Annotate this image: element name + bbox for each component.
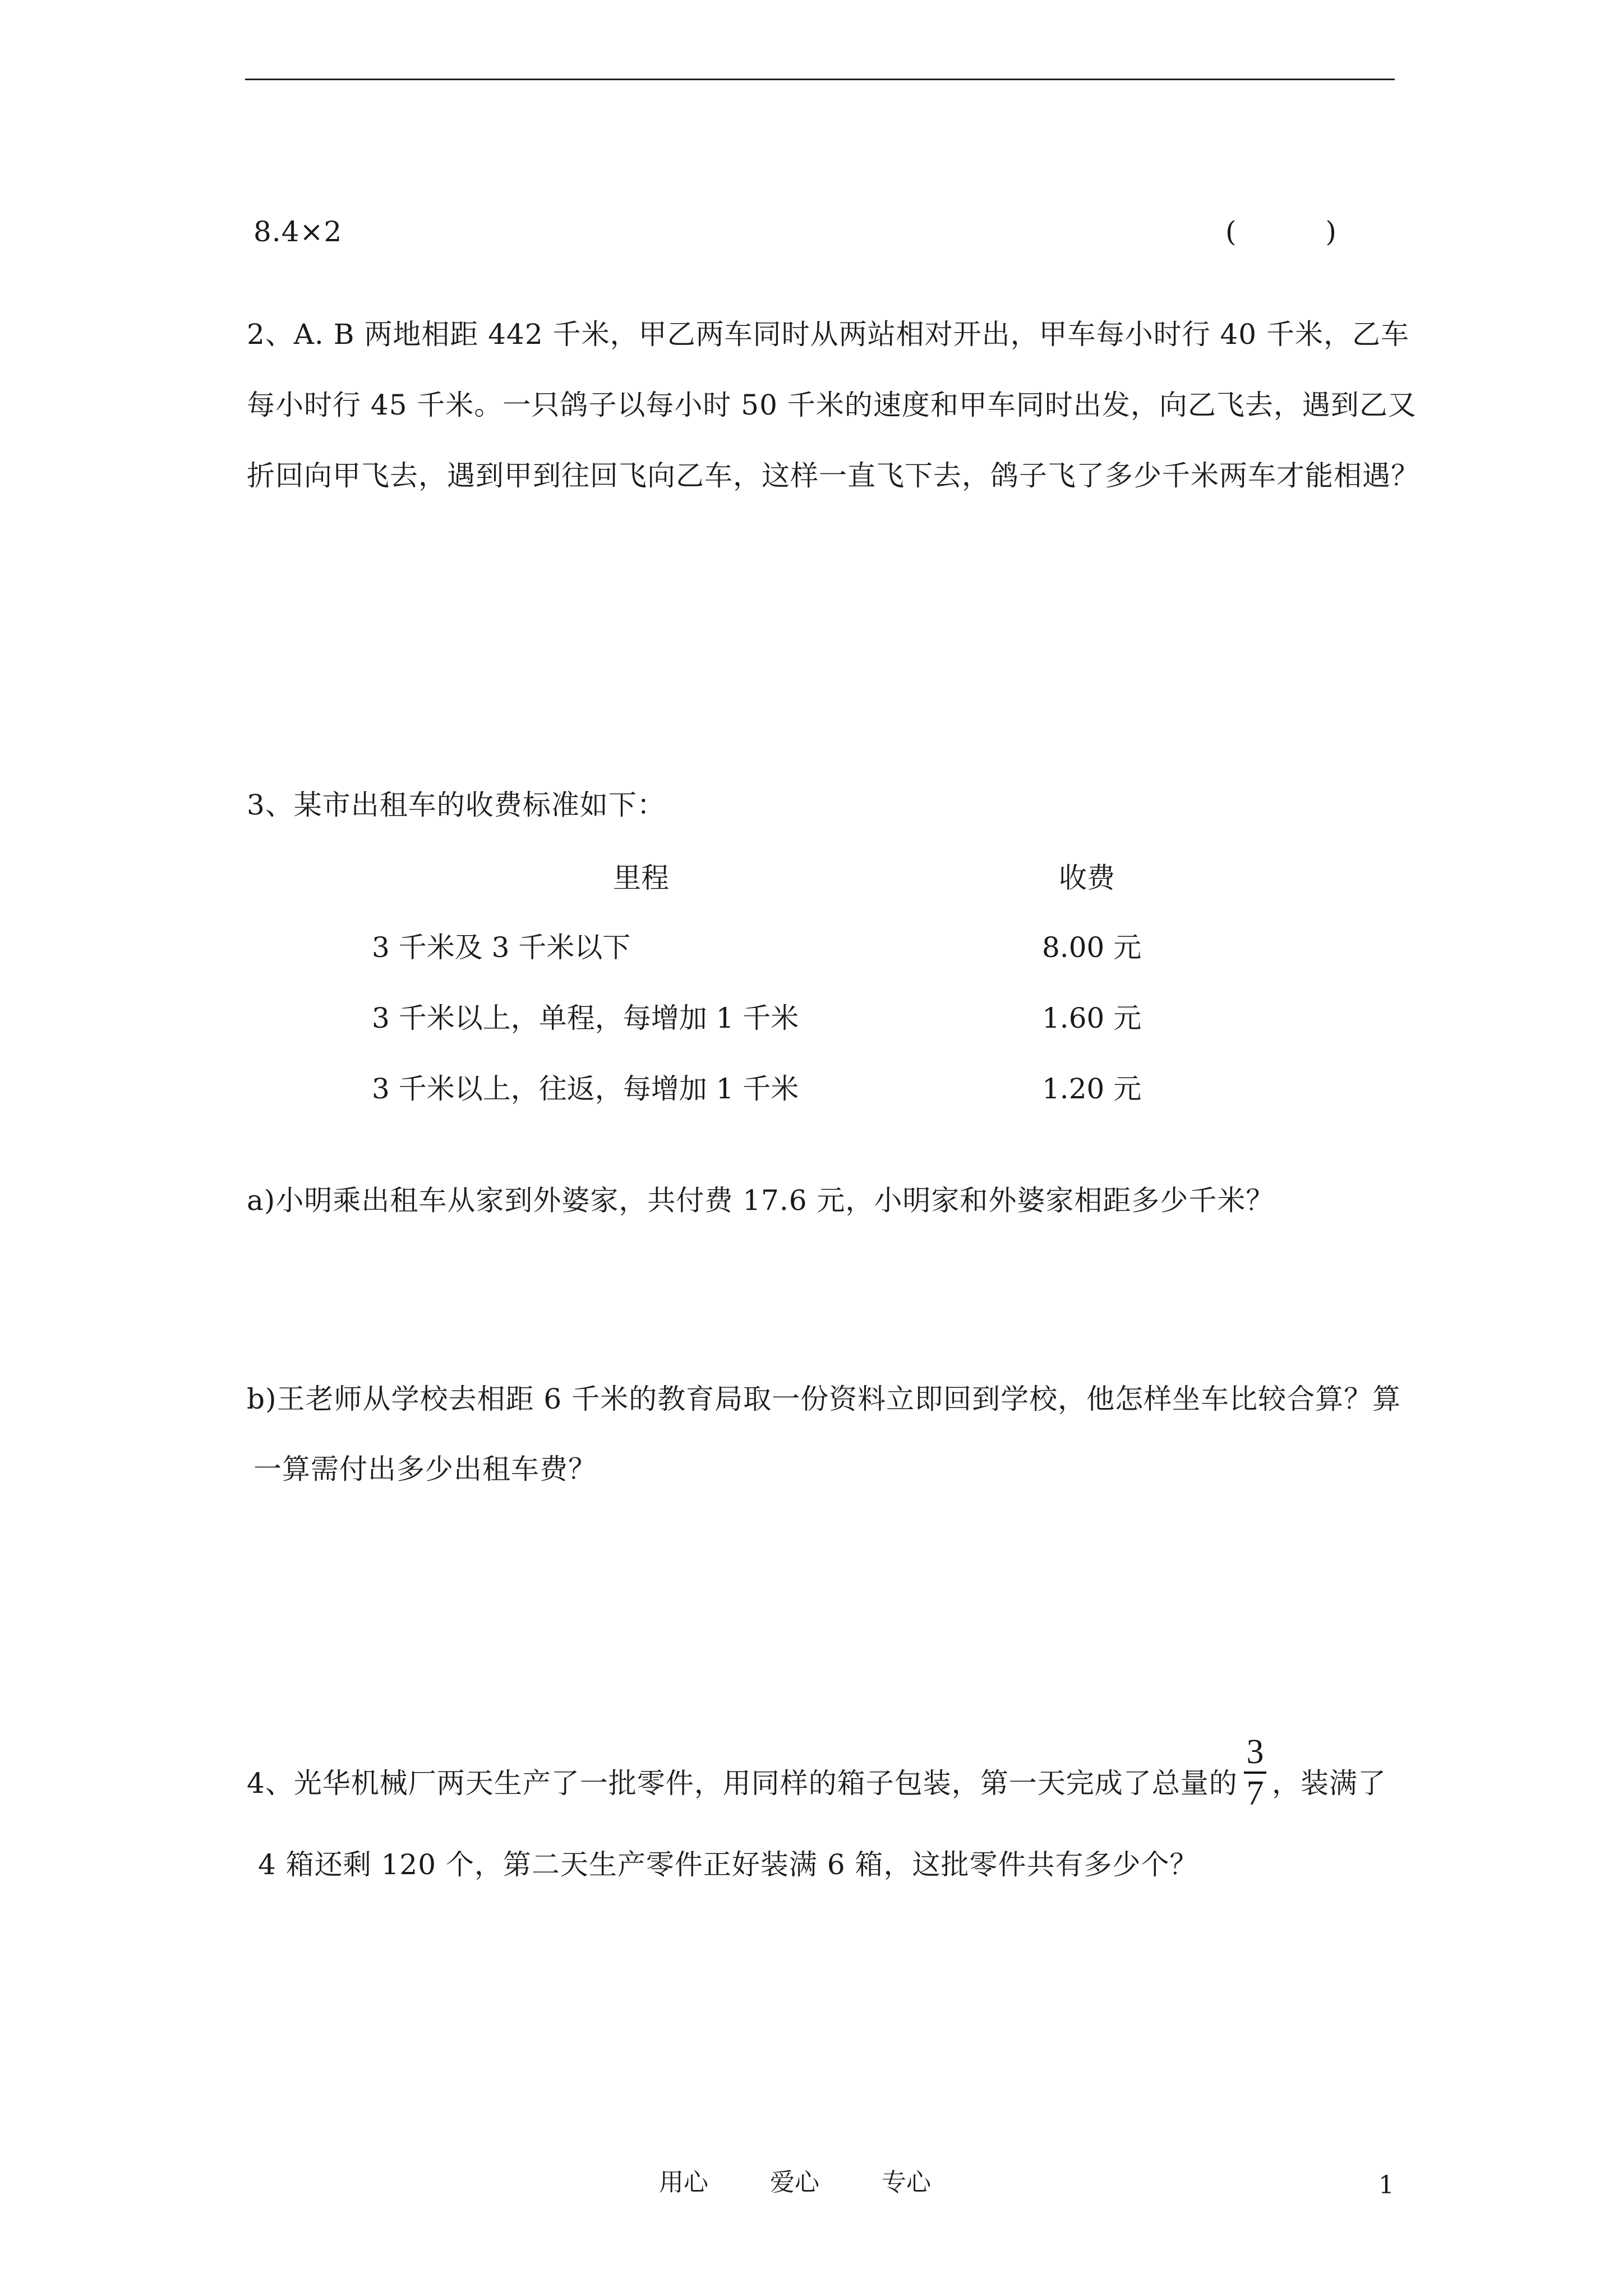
footer-motto-2: 爱心: [770, 2168, 819, 2197]
q4-line-1-before-fraction: 4、光华机械厂两天生产了一批零件，用同样的箱子包装，第一天完成了总量的: [247, 1767, 1238, 1800]
q3-part-a: a)小明乘出租车从家到外婆家，共付费 17.6 元，小明家和外婆家相距多少千米？: [247, 1184, 1275, 1217]
q2-line-3: 折回向甲飞去，遇到甲到往回飞向乙车，这样一直飞下去，鸽子飞了多少千米两车才能相遇？: [247, 459, 1419, 492]
q3-part-b-line-1: b)王老师从学校去相距 6 千米的教育局取一份资料立即回到学校，他怎样坐车比较合算？算: [247, 1383, 1401, 1415]
fare-table-row-1-fee: 8.00 元: [1042, 931, 1142, 964]
fare-table-header-distance: 里程: [613, 862, 669, 894]
fare-table-row-2-fee: 1.60 元: [1042, 1002, 1142, 1034]
fare-table-row-1-distance: 3 千米及 3 千米以下: [372, 931, 631, 964]
q4-fraction: [1244, 1734, 1266, 1811]
q4-fraction-denominator: 7: [1246, 1774, 1264, 1812]
footer-motto-1: 用心: [659, 2168, 708, 2197]
q2-line-2: 每小时行 45 千米。一只鸽子以每小时 50 千米的速度和甲车同时出发，向乙飞去，遇到乙又: [247, 389, 1417, 421]
item1-expression: 8.4×2: [253, 215, 343, 248]
item1-answer-blank: ( ): [1225, 215, 1336, 248]
fare-table-row-3-distance: 3 千米以上，往返，每增加 1 千米: [372, 1073, 799, 1105]
q4-fraction-bar: [1244, 1772, 1266, 1774]
fare-table-row-2-distance: 3 千米以上，单程，每增加 1 千米: [372, 1002, 799, 1034]
q4-fraction-numerator: 3: [1246, 1733, 1264, 1771]
fare-table-row-3-fee: 1.20 元: [1042, 1073, 1142, 1105]
footer-motto-3: 专心: [882, 2168, 931, 2197]
q4-line-2: 4 箱还剩 120 个，第二天生产零件正好装满 6 箱，这批零件共有多少个？: [258, 1848, 1198, 1881]
fare-table-header-fee: 收费: [1059, 862, 1115, 894]
header-rule: [245, 79, 1395, 80]
q4-line-1-after-fraction: ，装满了: [1272, 1767, 1386, 1800]
q2-line-1: 2、A. B 两地相距 442 千米，甲乙两车同时从两站相对开出，甲车每小时行 40 千米，乙车: [247, 318, 1409, 351]
q3-intro: 3、某市出租车的收费标准如下：: [247, 789, 666, 821]
q3-part-b-line-2: 一算需付出多少出租车费？: [253, 1453, 597, 1485]
page-number: 1: [1378, 2171, 1394, 2200]
